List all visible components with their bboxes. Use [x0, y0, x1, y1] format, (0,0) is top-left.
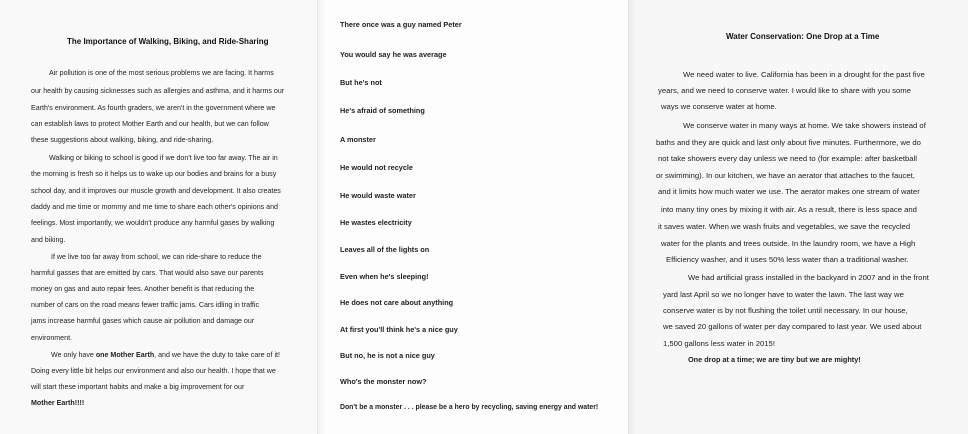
poem-line: But no, he is not a nice guy: [340, 351, 435, 360]
left-essay-title: The Importance of Walking, Biking, and Ride-Sharing: [67, 37, 269, 46]
poem-line: Leaves all of the lights on: [340, 245, 430, 254]
left-essay-bold-text: Mother Earth!!!!: [31, 399, 85, 407]
poem-line: He would not recycle: [340, 163, 413, 172]
right-page: [629, 0, 968, 434]
left-essay-line: school day, and it improves our muscle growth and development. It also creates: [31, 187, 281, 195]
left-essay-line: will start these important habits and make a big improvement for our: [31, 383, 245, 391]
left-essay-line: feelings. Most importantly, we wouldn't produce any harmful gases by walking: [31, 219, 275, 227]
left-essay-line: harmful gasses that are emitted by cars. That would also save our parents: [31, 269, 264, 277]
left-essay-line: environment.: [31, 334, 73, 342]
right-essay-line: into many tiny ones by mixing it with air. As a result, there is less space and: [661, 205, 917, 214]
right-essay-line: it saves water. When we wash fruits and vegetables, we save the recycled: [658, 222, 911, 231]
poem-line: You would say he was average: [340, 50, 447, 59]
poem-line: At first you'll think he's a nice guy: [340, 325, 458, 334]
left-essay-line: money on gas and auto repair fees. Another benefit is that reducing the: [31, 285, 255, 293]
right-essay-line: not take showers every day unless we need to (for example: after basketball: [658, 154, 917, 163]
left-essay-line: our health by causing sicknesses such as allergies and asthma, and it harms our: [31, 87, 285, 95]
poem-line: He's afraid of something: [340, 106, 425, 115]
right-essay-line: we saved 20 gallons of water per day compared to last year. We used about: [663, 322, 922, 331]
left-essay-line: and biking.: [31, 236, 66, 244]
left-essay-line: jams increase harmful gases which cause air pollution and damage our: [31, 317, 255, 325]
right-essay-line: and it limits how much water we use. The aerator makes one stream of water: [658, 187, 920, 196]
poem-line: There once was a guy named Peter: [340, 20, 462, 29]
poem-line: Don't be a monster . . . please be a hero by recycling, saving energy and water!: [340, 404, 599, 411]
poem-line: He would waste water: [340, 191, 416, 200]
right-essay-line: water for the plants and trees outside. In the laundry room, we have a High: [661, 239, 916, 248]
poem-line: A monster: [340, 135, 376, 144]
right-essay-line: ways we conserve water at home.: [661, 102, 777, 111]
poem-line: He does not care about anything: [340, 298, 454, 307]
left-essay-text: , and we have the duty to take care of it!: [154, 351, 280, 359]
right-essay-line: baths and they are quick and last only about five minutes. Furthermore, we do: [656, 138, 921, 147]
right-essay-line: 1,500 gallons less water in 2015!: [663, 339, 775, 348]
left-essay-line: can establish laws to protect Mother Earth and our health, but we can follow: [31, 120, 269, 128]
right-essay-line: We conserve water in many ways at home. We take showers instead of: [683, 121, 926, 130]
poem-line: But he's not: [340, 78, 382, 87]
right-essay-title: Water Conservation: One Drop at a Time: [726, 32, 880, 41]
left-essay-line: the morning is fresh so it helps us to wake up our bodies and brains for a busy: [31, 170, 277, 178]
middle-page: [318, 0, 629, 434]
left-essay-line: Doing every little bit helps our environment and also our health. I hope that we: [31, 367, 276, 375]
left-essay-bold-text: one Mother Earth: [95, 351, 155, 359]
right-essay-line: or swimming). In our kitchen, we have an aerator that attaches to the faucet,: [656, 171, 915, 180]
left-essay-line: Air pollution is one of the most serious problems we are facing. It harms: [49, 69, 274, 77]
left-essay-line: [51, 351, 280, 359]
right-essay-closing-line: One drop at a time; we are tiny but we are mighty!: [688, 355, 861, 364]
right-essay-line: Efficiency washer, and it uses 50% less water than a traditional washer.: [666, 255, 909, 264]
right-essay-line: years, and we need to conserve water. I would like to share with you some: [658, 86, 911, 95]
left-essay-line: daddy and me time or mommy and me time to share each other's opinions and: [31, 203, 279, 211]
left-essay-line: [31, 399, 84, 407]
left-essay-line: If we live too far away from school, we can ride-share to reduce the: [51, 253, 262, 261]
left-essay-line: Walking or biking to school is good if we don't live too far away. The air in: [49, 154, 278, 162]
left-essay-line: these suggestions about walking, biking, and ride-sharing.: [31, 136, 214, 144]
left-essay-line: number of cars on the road means fewer traffic jams. Cars idling in traffic: [31, 301, 260, 309]
poem-line: Who's the monster now?: [340, 377, 427, 386]
left-essay-text: We only have: [51, 351, 96, 359]
poem-line: He wastes electricity: [340, 218, 412, 227]
left-essay-line: Earth's environment. As fourth graders, we aren't in the government where we: [31, 104, 276, 112]
right-essay-line: We need water to live. California has been in a drought for the past five: [683, 70, 925, 79]
right-essay-line: conserve water is by not flushing the toilet until necessary. In our house,: [663, 306, 908, 315]
right-essay-line: We had artificial grass installed in the backyard in 2007 and in the front: [688, 273, 929, 282]
right-essay-line: yard last April so we no longer have to water the lawn. The last way we: [663, 290, 904, 299]
poem-line: Even when he's sleeping!: [340, 272, 429, 281]
